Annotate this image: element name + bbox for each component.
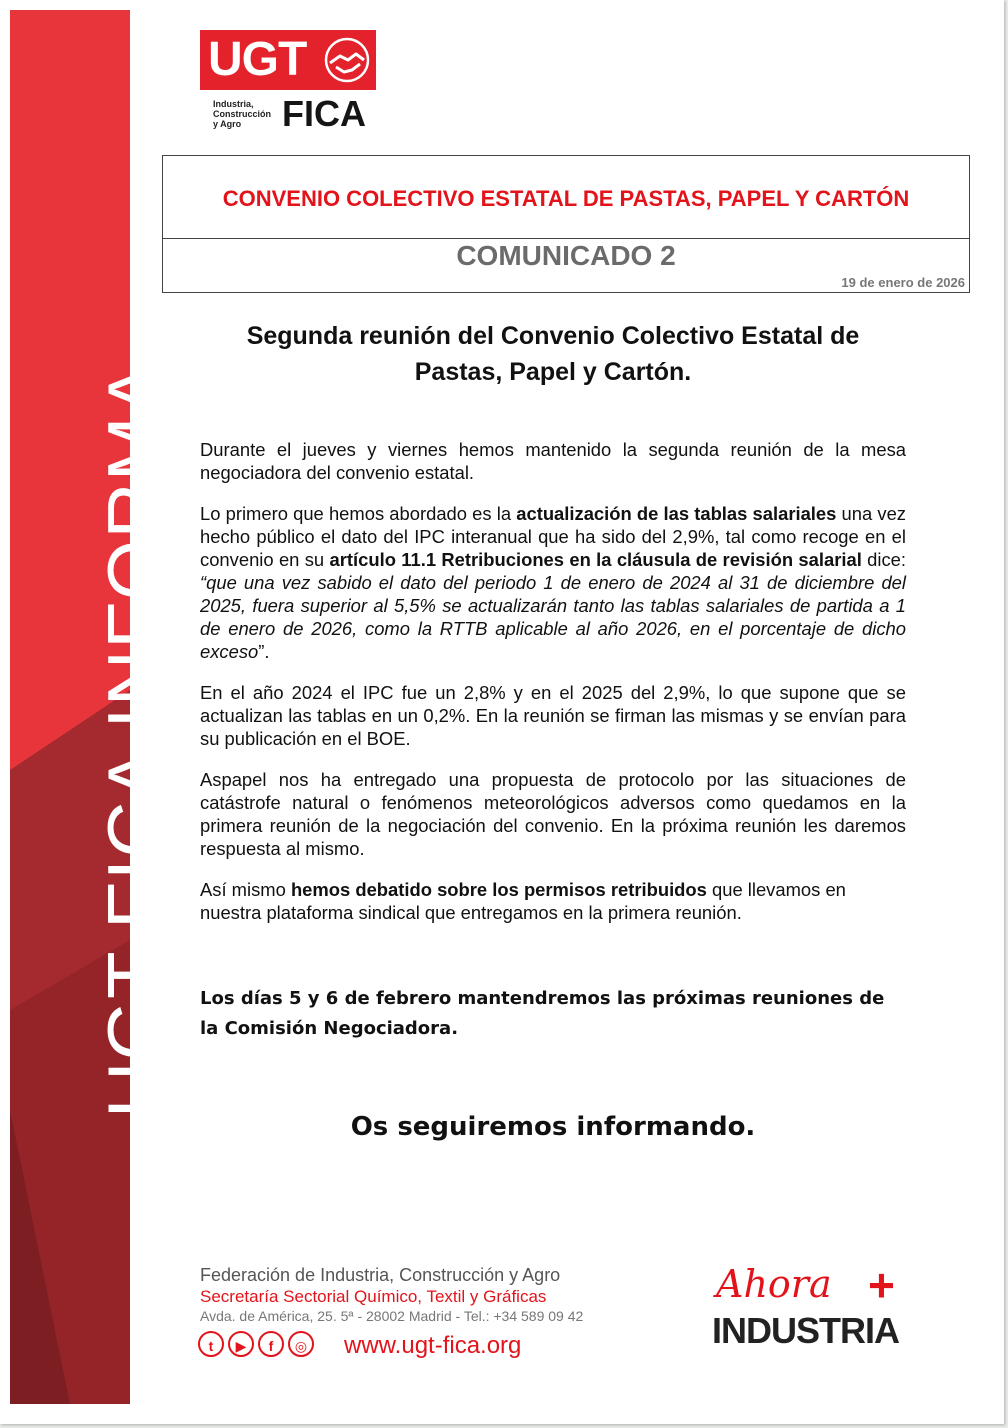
twitter-icon[interactable]: t <box>198 1331 224 1357</box>
text-span: Así mismo <box>200 879 291 900</box>
text-span: Lo primero que hemos abordado es la <box>200 503 517 524</box>
issue-date: 19 de enero de 2026 <box>841 275 965 290</box>
next-meeting-notice: Los días 5 y 6 de febrero mantendremos las próximas reuniones de la Comisión Negociadora. <box>200 988 885 1039</box>
facebook-icon[interactable]: f <box>258 1331 284 1357</box>
closing-message: Os seguiremos informando. <box>350 1112 756 1142</box>
header-divider <box>163 238 969 239</box>
italic-quote: “que una vez sabido el dato del periodo 1 de enero de 2024 al 31 de diciembre del 2025, fuera superior al 5,5% se actualizarán tanto las tablas salariales de partida a 1 de enero de 2026, como la RTTB aplicable al año 2026, en el porcentaje de dicho exceso <box>200 572 906 662</box>
website-link[interactable]: www.ugt-fica.org <box>344 1332 522 1359</box>
paragraph <box>200 878 906 924</box>
footer-address: Avda. de América, 25. 5ª - 28002 Madrid - Tel.: +34 589 09 42 <box>200 1308 584 1324</box>
paragraph: Aspapel nos ha entregado una propuesta de protocolo por las situaciones de catástrofe natural o fenómenos meteorológicos adversos como quedamos en la primera reunión de la negociación del convenio. En la próxima reunión les daremos respuesta al mismo. <box>200 769 906 859</box>
handshake-icon <box>322 36 372 84</box>
footer-federation: Federación de Industria, Construcción y Agro <box>200 1265 561 1285</box>
header-box <box>162 155 970 293</box>
paragraph: Durante el jueves y viernes hemos mantenido la segunda reunión de la mesa negociadora del convenio estatal. <box>200 439 906 483</box>
logo-subtitle-line: Construcción <box>213 109 272 119</box>
ugt-logo <box>200 30 376 90</box>
headline-line: Pastas, Papel y Cartón. <box>414 358 692 386</box>
paragraph <box>200 502 906 663</box>
bold-span: actualización de las tablas salariales <box>516 503 837 524</box>
text-span: que llevamos en nuestra plataforma sindical que entregamos en la primera reunión. <box>200 879 846 923</box>
ugt-logo-text: UGT <box>208 33 307 86</box>
headline <box>200 318 906 390</box>
headline-line: Segunda reunión del Convenio Colectivo Estatal de <box>246 322 860 350</box>
social-links <box>198 1331 318 1359</box>
logo-subtitle-line: y Agro <box>213 119 242 129</box>
text-span: una vez hecho público el dato del IPC interanual que ha sido del 2,9%, tal como recoge en el convenio en su <box>200 503 907 570</box>
sidebar-title: UGT FICA INFORMA <box>91 362 179 1118</box>
sidebar-banner <box>10 10 179 1404</box>
text-span: dice: <box>861 549 906 570</box>
instagram-icon[interactable]: ◎ <box>288 1331 314 1357</box>
body-text <box>200 438 906 942</box>
text-span: ”. <box>258 641 270 662</box>
footer-secretaria: Secretaría Sectorial Químico, Textil y Gráficas <box>200 1287 547 1306</box>
youtube-icon[interactable]: ▶ <box>228 1331 254 1357</box>
bold-span: artículo 11.1 Retribuciones en la cláusula de revisión salarial <box>329 549 862 570</box>
convenio-title: CONVENIO COLECTIVO ESTATAL DE PASTAS, PAPEL Y CARTÓN <box>222 186 910 211</box>
fica-logo-text: FICA <box>282 93 366 134</box>
plus-icon: + <box>868 1259 895 1311</box>
industria-logo-text: INDUSTRIA <box>712 1310 899 1351</box>
ahora-logo-script: Ahora <box>716 1262 832 1306</box>
comunicado-number: COMUNICADO 2 <box>456 240 676 271</box>
logo-subtitle-line: Industria, <box>213 99 254 109</box>
paragraph: En el año 2024 el IPC fue un 2,8% y en el 2025 del 2,9%, lo que supone que se actualizan las tablas en un 0,2%. En la reunión se firman las mismas y se envían para su publicación en el BOE. <box>200 682 906 749</box>
logo-subtitle <box>213 99 283 129</box>
bold-span: hemos debatido sobre los permisos retribuidos <box>290 879 707 900</box>
